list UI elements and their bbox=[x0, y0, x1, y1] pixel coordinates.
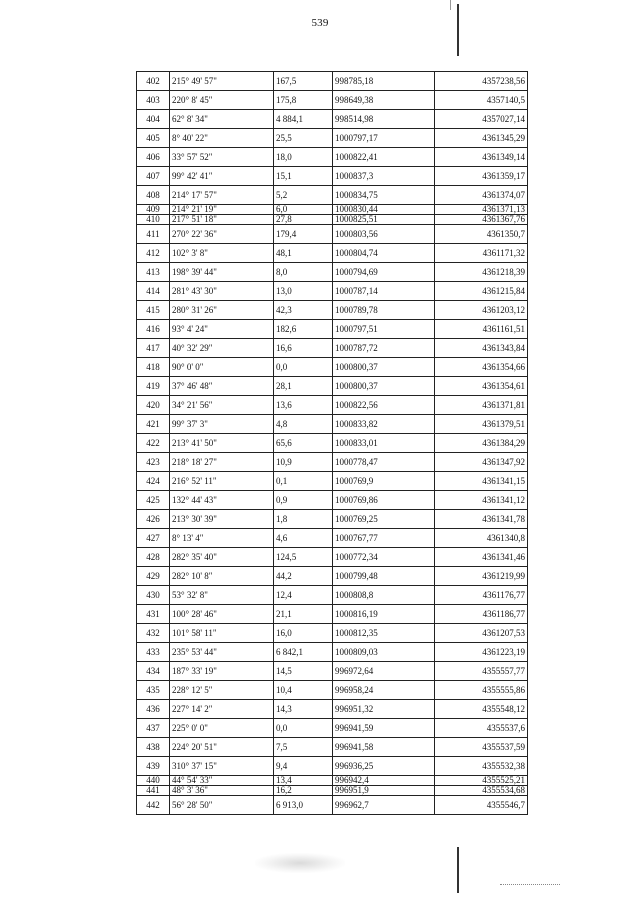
point-number-cell: 403 bbox=[137, 91, 170, 110]
coord-y-cell: 4361223,19 bbox=[435, 643, 528, 662]
coord-y-cell: 4361371,13 bbox=[435, 205, 528, 215]
distance-cell: 179,4 bbox=[274, 225, 333, 244]
bearing-angle-cell: 48° 3' 36" bbox=[170, 786, 274, 796]
coord-y-cell: 4361359,17 bbox=[435, 167, 528, 186]
coord-x-cell: 1000834,75 bbox=[333, 186, 435, 205]
distance-cell: 15,1 bbox=[274, 167, 333, 186]
table-row bbox=[137, 472, 528, 491]
distance-cell: 9,4 bbox=[274, 757, 333, 776]
coord-x-cell: 1000822,56 bbox=[333, 396, 435, 415]
coord-y-cell: 4361343,84 bbox=[435, 339, 528, 358]
coord-y-cell: 4355546,7 bbox=[435, 796, 528, 815]
coord-y-cell: 4361341,15 bbox=[435, 472, 528, 491]
coord-x-cell: 998785,18 bbox=[333, 72, 435, 91]
table-row bbox=[137, 738, 528, 757]
coord-y-cell: 4361176,77 bbox=[435, 586, 528, 605]
point-number-cell: 412 bbox=[137, 244, 170, 263]
coord-y-cell: 4361341,46 bbox=[435, 548, 528, 567]
table-row bbox=[137, 643, 528, 662]
distance-cell: 4,8 bbox=[274, 415, 333, 434]
coord-x-cell: 1000803,56 bbox=[333, 225, 435, 244]
point-number-cell: 441 bbox=[137, 786, 170, 796]
point-number-cell: 427 bbox=[137, 529, 170, 548]
bearing-angle-cell: 44° 54' 33" bbox=[170, 776, 274, 786]
table-row bbox=[137, 301, 528, 320]
bearing-angle-cell: 282° 35' 40" bbox=[170, 548, 274, 567]
point-number-cell: 435 bbox=[137, 681, 170, 700]
coord-y-cell: 4361219,99 bbox=[435, 567, 528, 586]
point-number-cell: 406 bbox=[137, 148, 170, 167]
bearing-angle-cell: 8° 40' 22" bbox=[170, 129, 274, 148]
table-row bbox=[137, 700, 528, 719]
table-row bbox=[137, 453, 528, 472]
coord-x-cell: 1000837,3 bbox=[333, 167, 435, 186]
distance-cell: 27,8 bbox=[274, 215, 333, 225]
table-row bbox=[137, 786, 528, 796]
point-number-cell: 404 bbox=[137, 110, 170, 129]
point-number-cell: 426 bbox=[137, 510, 170, 529]
distance-cell: 13,6 bbox=[274, 396, 333, 415]
coord-y-cell: 4355525,21 bbox=[435, 776, 528, 786]
bearing-angle-cell: 218° 18' 27" bbox=[170, 453, 274, 472]
table-row bbox=[137, 167, 528, 186]
point-number-cell: 415 bbox=[137, 301, 170, 320]
coord-y-cell: 4361379,51 bbox=[435, 415, 528, 434]
point-number-cell: 429 bbox=[137, 567, 170, 586]
coord-x-cell: 1000789,78 bbox=[333, 301, 435, 320]
distance-cell: 124,5 bbox=[274, 548, 333, 567]
coord-y-cell: 4361341,78 bbox=[435, 510, 528, 529]
distance-cell: 65,6 bbox=[274, 434, 333, 453]
point-number-cell: 410 bbox=[137, 215, 170, 225]
coord-y-cell: 4361349,14 bbox=[435, 148, 528, 167]
bearing-angle-cell: 227° 14' 2" bbox=[170, 700, 274, 719]
bearing-angle-cell: 53° 32' 8" bbox=[170, 586, 274, 605]
coord-y-cell: 4361347,92 bbox=[435, 453, 528, 472]
coord-y-cell: 4361218,39 bbox=[435, 263, 528, 282]
table-row bbox=[137, 91, 528, 110]
bearing-angle-cell: 101° 58' 11" bbox=[170, 624, 274, 643]
coord-x-cell: 996941,59 bbox=[333, 719, 435, 738]
table-row bbox=[137, 415, 528, 434]
coord-y-cell: 4361171,32 bbox=[435, 244, 528, 263]
coord-x-cell: 1000769,25 bbox=[333, 510, 435, 529]
table-row bbox=[137, 529, 528, 548]
table-row bbox=[137, 129, 528, 148]
table-row bbox=[137, 339, 528, 358]
distance-cell: 12,4 bbox=[274, 586, 333, 605]
coord-y-cell: 4361350,7 bbox=[435, 225, 528, 244]
bearing-angle-cell: 235° 53' 44" bbox=[170, 643, 274, 662]
distance-cell: 10,9 bbox=[274, 453, 333, 472]
bearing-angle-cell: 93° 4' 24" bbox=[170, 320, 274, 339]
coord-x-cell: 996951,32 bbox=[333, 700, 435, 719]
bearing-angle-cell: 99° 42' 41" bbox=[170, 167, 274, 186]
point-number-cell: 433 bbox=[137, 643, 170, 662]
coord-y-cell: 4361345,29 bbox=[435, 129, 528, 148]
coord-x-cell: 996942,4 bbox=[333, 776, 435, 786]
table-row bbox=[137, 205, 528, 215]
table-row bbox=[137, 491, 528, 510]
distance-cell: 13,0 bbox=[274, 282, 333, 301]
bearing-angle-cell: 217° 51' 18" bbox=[170, 215, 274, 225]
point-number-cell: 409 bbox=[137, 205, 170, 215]
distance-cell: 5,2 bbox=[274, 186, 333, 205]
distance-cell: 14,3 bbox=[274, 700, 333, 719]
bearing-angle-cell: 310° 37' 15" bbox=[170, 757, 274, 776]
table-row bbox=[137, 548, 528, 567]
coordinates-table-body bbox=[137, 72, 528, 815]
point-number-cell: 425 bbox=[137, 491, 170, 510]
point-number-cell: 434 bbox=[137, 662, 170, 681]
bearing-angle-cell: 216° 52' 11" bbox=[170, 472, 274, 491]
distance-cell: 16,0 bbox=[274, 624, 333, 643]
point-number-cell: 438 bbox=[137, 738, 170, 757]
bearing-angle-cell: 282° 10' 8" bbox=[170, 567, 274, 586]
point-number-cell: 424 bbox=[137, 472, 170, 491]
coord-x-cell: 1000799,48 bbox=[333, 567, 435, 586]
point-number-cell: 439 bbox=[137, 757, 170, 776]
distance-cell: 18,0 bbox=[274, 148, 333, 167]
coord-x-cell: 996936,25 bbox=[333, 757, 435, 776]
distance-cell: 7,5 bbox=[274, 738, 333, 757]
coord-x-cell: 1000808,8 bbox=[333, 586, 435, 605]
bearing-angle-cell: 214° 21' 19" bbox=[170, 205, 274, 215]
distance-cell: 6 913,0 bbox=[274, 796, 333, 815]
table-row bbox=[137, 282, 528, 301]
coord-y-cell: 4361371,81 bbox=[435, 396, 528, 415]
distance-cell: 6 842,1 bbox=[274, 643, 333, 662]
coord-x-cell: 1000769,86 bbox=[333, 491, 435, 510]
page-number: 539 bbox=[311, 17, 329, 29]
point-number-cell: 402 bbox=[137, 72, 170, 91]
coord-y-cell: 4355548,12 bbox=[435, 700, 528, 719]
bearing-angle-cell: 34° 21' 56" bbox=[170, 396, 274, 415]
coord-x-cell: 996941,58 bbox=[333, 738, 435, 757]
coord-y-cell: 4357238,56 bbox=[435, 72, 528, 91]
table-row bbox=[137, 263, 528, 282]
point-number-cell: 407 bbox=[137, 167, 170, 186]
coord-y-cell: 4361354,66 bbox=[435, 358, 528, 377]
coord-x-cell: 1000787,72 bbox=[333, 339, 435, 358]
point-number-cell: 430 bbox=[137, 586, 170, 605]
point-number-cell: 428 bbox=[137, 548, 170, 567]
distance-cell: 42,3 bbox=[274, 301, 333, 320]
distance-cell: 14,5 bbox=[274, 662, 333, 681]
point-number-cell: 417 bbox=[137, 339, 170, 358]
bearing-angle-cell: 220° 8' 45" bbox=[170, 91, 274, 110]
coord-y-cell: 4361161,51 bbox=[435, 320, 528, 339]
bearing-angle-cell: 214° 17' 57" bbox=[170, 186, 274, 205]
point-number-cell: 421 bbox=[137, 415, 170, 434]
coord-x-cell: 1000833,01 bbox=[333, 434, 435, 453]
table-row bbox=[137, 624, 528, 643]
coord-y-cell: 4355537,6 bbox=[435, 719, 528, 738]
table-row bbox=[137, 358, 528, 377]
bearing-angle-cell: 90° 0' 0" bbox=[170, 358, 274, 377]
distance-cell: 44,2 bbox=[274, 567, 333, 586]
coord-y-cell: 4361341,12 bbox=[435, 491, 528, 510]
coord-x-cell: 1000778,47 bbox=[333, 453, 435, 472]
table-row bbox=[137, 148, 528, 167]
table-row bbox=[137, 72, 528, 91]
distance-cell: 0,1 bbox=[274, 472, 333, 491]
coord-x-cell: 996951,9 bbox=[333, 786, 435, 796]
coord-y-cell: 4355557,77 bbox=[435, 662, 528, 681]
point-number-cell: 420 bbox=[137, 396, 170, 415]
coord-y-cell: 4361374,07 bbox=[435, 186, 528, 205]
coord-x-cell: 1000800,37 bbox=[333, 358, 435, 377]
point-number-cell: 422 bbox=[137, 434, 170, 453]
coord-x-cell: 1000797,17 bbox=[333, 129, 435, 148]
point-number-cell: 423 bbox=[137, 453, 170, 472]
coord-y-cell: 4355534,68 bbox=[435, 786, 528, 796]
coord-y-cell: 4355532,38 bbox=[435, 757, 528, 776]
coord-y-cell: 4357140,5 bbox=[435, 91, 528, 110]
scan-smudge bbox=[255, 853, 345, 873]
table-row bbox=[137, 377, 528, 396]
coord-y-cell: 4355555,86 bbox=[435, 681, 528, 700]
point-number-cell: 431 bbox=[137, 605, 170, 624]
point-number-cell: 432 bbox=[137, 624, 170, 643]
bearing-angle-cell: 228° 12' 5" bbox=[170, 681, 274, 700]
distance-cell: 0,9 bbox=[274, 491, 333, 510]
distance-cell: 4 884,1 bbox=[274, 110, 333, 129]
bearing-angle-cell: 56° 28' 50" bbox=[170, 796, 274, 815]
scan-binding-mark-bottom bbox=[457, 847, 459, 893]
bearing-angle-cell: 213° 41' 50" bbox=[170, 434, 274, 453]
point-number-cell: 418 bbox=[137, 358, 170, 377]
coord-y-cell: 4361384,29 bbox=[435, 434, 528, 453]
table-row bbox=[137, 320, 528, 339]
bearing-angle-cell: 40° 32' 29" bbox=[170, 339, 274, 358]
table-row bbox=[137, 757, 528, 776]
scan-noise-dots bbox=[500, 884, 560, 888]
coord-y-cell: 4361203,12 bbox=[435, 301, 528, 320]
distance-cell: 175,8 bbox=[274, 91, 333, 110]
bearing-angle-cell: 215° 49' 57" bbox=[170, 72, 274, 91]
bearing-angle-cell: 224° 20' 51" bbox=[170, 738, 274, 757]
coordinates-table bbox=[136, 71, 528, 815]
distance-cell: 25,5 bbox=[274, 129, 333, 148]
distance-cell: 8,0 bbox=[274, 263, 333, 282]
coord-x-cell: 1000797,51 bbox=[333, 320, 435, 339]
bearing-angle-cell: 102° 3' 8" bbox=[170, 244, 274, 263]
coord-y-cell: 4361367,76 bbox=[435, 215, 528, 225]
table-row bbox=[137, 244, 528, 263]
bearing-angle-cell: 99° 37' 3" bbox=[170, 415, 274, 434]
coord-x-cell: 996972,64 bbox=[333, 662, 435, 681]
distance-cell: 10,4 bbox=[274, 681, 333, 700]
point-number-cell: 416 bbox=[137, 320, 170, 339]
point-number-cell: 442 bbox=[137, 796, 170, 815]
coord-y-cell: 4361340,8 bbox=[435, 529, 528, 548]
coord-x-cell: 1000825,51 bbox=[333, 215, 435, 225]
distance-cell: 182,6 bbox=[274, 320, 333, 339]
coord-y-cell: 4357027,14 bbox=[435, 110, 528, 129]
bearing-angle-cell: 270° 22' 36" bbox=[170, 225, 274, 244]
table-row bbox=[137, 681, 528, 700]
distance-cell: 0,0 bbox=[274, 719, 333, 738]
distance-cell: 21,1 bbox=[274, 605, 333, 624]
point-number-cell: 414 bbox=[137, 282, 170, 301]
point-number-cell: 440 bbox=[137, 776, 170, 786]
bearing-angle-cell: 37° 46' 48" bbox=[170, 377, 274, 396]
point-number-cell: 413 bbox=[137, 263, 170, 282]
coord-x-cell: 1000830,44 bbox=[333, 205, 435, 215]
point-number-cell: 408 bbox=[137, 186, 170, 205]
coord-x-cell: 1000769,9 bbox=[333, 472, 435, 491]
coord-x-cell: 1000767,77 bbox=[333, 529, 435, 548]
table-row bbox=[137, 719, 528, 738]
table-row bbox=[137, 586, 528, 605]
distance-cell: 6,0 bbox=[274, 205, 333, 215]
scan-binding-mark bbox=[457, 4, 459, 56]
distance-cell: 48,1 bbox=[274, 244, 333, 263]
bearing-angle-cell: 8° 13' 4" bbox=[170, 529, 274, 548]
coord-x-cell: 1000794,69 bbox=[333, 263, 435, 282]
coord-y-cell: 4361186,77 bbox=[435, 605, 528, 624]
point-number-cell: 419 bbox=[137, 377, 170, 396]
distance-cell: 16,6 bbox=[274, 339, 333, 358]
coord-x-cell: 1000772,34 bbox=[333, 548, 435, 567]
coord-x-cell: 1000812,35 bbox=[333, 624, 435, 643]
bearing-angle-cell: 62° 8' 34" bbox=[170, 110, 274, 129]
coord-y-cell: 4355537,59 bbox=[435, 738, 528, 757]
distance-cell: 13,4 bbox=[274, 776, 333, 786]
coord-y-cell: 4361354,61 bbox=[435, 377, 528, 396]
bearing-angle-cell: 213° 30' 39" bbox=[170, 510, 274, 529]
coord-x-cell: 1000804,74 bbox=[333, 244, 435, 263]
table-row bbox=[137, 662, 528, 681]
coord-x-cell: 996958,24 bbox=[333, 681, 435, 700]
bearing-angle-cell: 33° 57' 52" bbox=[170, 148, 274, 167]
table-row bbox=[137, 510, 528, 529]
table-row bbox=[137, 796, 528, 815]
distance-cell: 16,2 bbox=[274, 786, 333, 796]
coord-y-cell: 4361207,53 bbox=[435, 624, 528, 643]
scan-binding-mark-top bbox=[450, 0, 451, 10]
coord-x-cell: 1000800,37 bbox=[333, 377, 435, 396]
table-row bbox=[137, 110, 528, 129]
table-row bbox=[137, 186, 528, 205]
bearing-angle-cell: 100° 28' 46" bbox=[170, 605, 274, 624]
table-row bbox=[137, 605, 528, 624]
coord-x-cell: 1000787,14 bbox=[333, 282, 435, 301]
distance-cell: 28,1 bbox=[274, 377, 333, 396]
table-row bbox=[137, 776, 528, 786]
distance-cell: 167,5 bbox=[274, 72, 333, 91]
bearing-angle-cell: 280° 31' 26" bbox=[170, 301, 274, 320]
coord-x-cell: 1000809,03 bbox=[333, 643, 435, 662]
table-row bbox=[137, 396, 528, 415]
table-row bbox=[137, 567, 528, 586]
coord-x-cell: 1000833,82 bbox=[333, 415, 435, 434]
table-row bbox=[137, 225, 528, 244]
table-row bbox=[137, 434, 528, 453]
point-number-cell: 436 bbox=[137, 700, 170, 719]
distance-cell: 4,6 bbox=[274, 529, 333, 548]
bearing-angle-cell: 132° 44' 43" bbox=[170, 491, 274, 510]
coord-x-cell: 1000816,19 bbox=[333, 605, 435, 624]
point-number-cell: 437 bbox=[137, 719, 170, 738]
coord-x-cell: 1000822,41 bbox=[333, 148, 435, 167]
bearing-angle-cell: 225° 0' 0" bbox=[170, 719, 274, 738]
bearing-angle-cell: 198° 39' 44" bbox=[170, 263, 274, 282]
point-number-cell: 405 bbox=[137, 129, 170, 148]
bearing-angle-cell: 281° 43' 30" bbox=[170, 282, 274, 301]
table-row bbox=[137, 215, 528, 225]
distance-cell: 0,0 bbox=[274, 358, 333, 377]
coord-x-cell: 996962,7 bbox=[333, 796, 435, 815]
bearing-angle-cell: 187° 33' 19" bbox=[170, 662, 274, 681]
distance-cell: 1,8 bbox=[274, 510, 333, 529]
coord-y-cell: 4361215,84 bbox=[435, 282, 528, 301]
point-number-cell: 411 bbox=[137, 225, 170, 244]
coord-x-cell: 998514,98 bbox=[333, 110, 435, 129]
coord-x-cell: 998649,38 bbox=[333, 91, 435, 110]
